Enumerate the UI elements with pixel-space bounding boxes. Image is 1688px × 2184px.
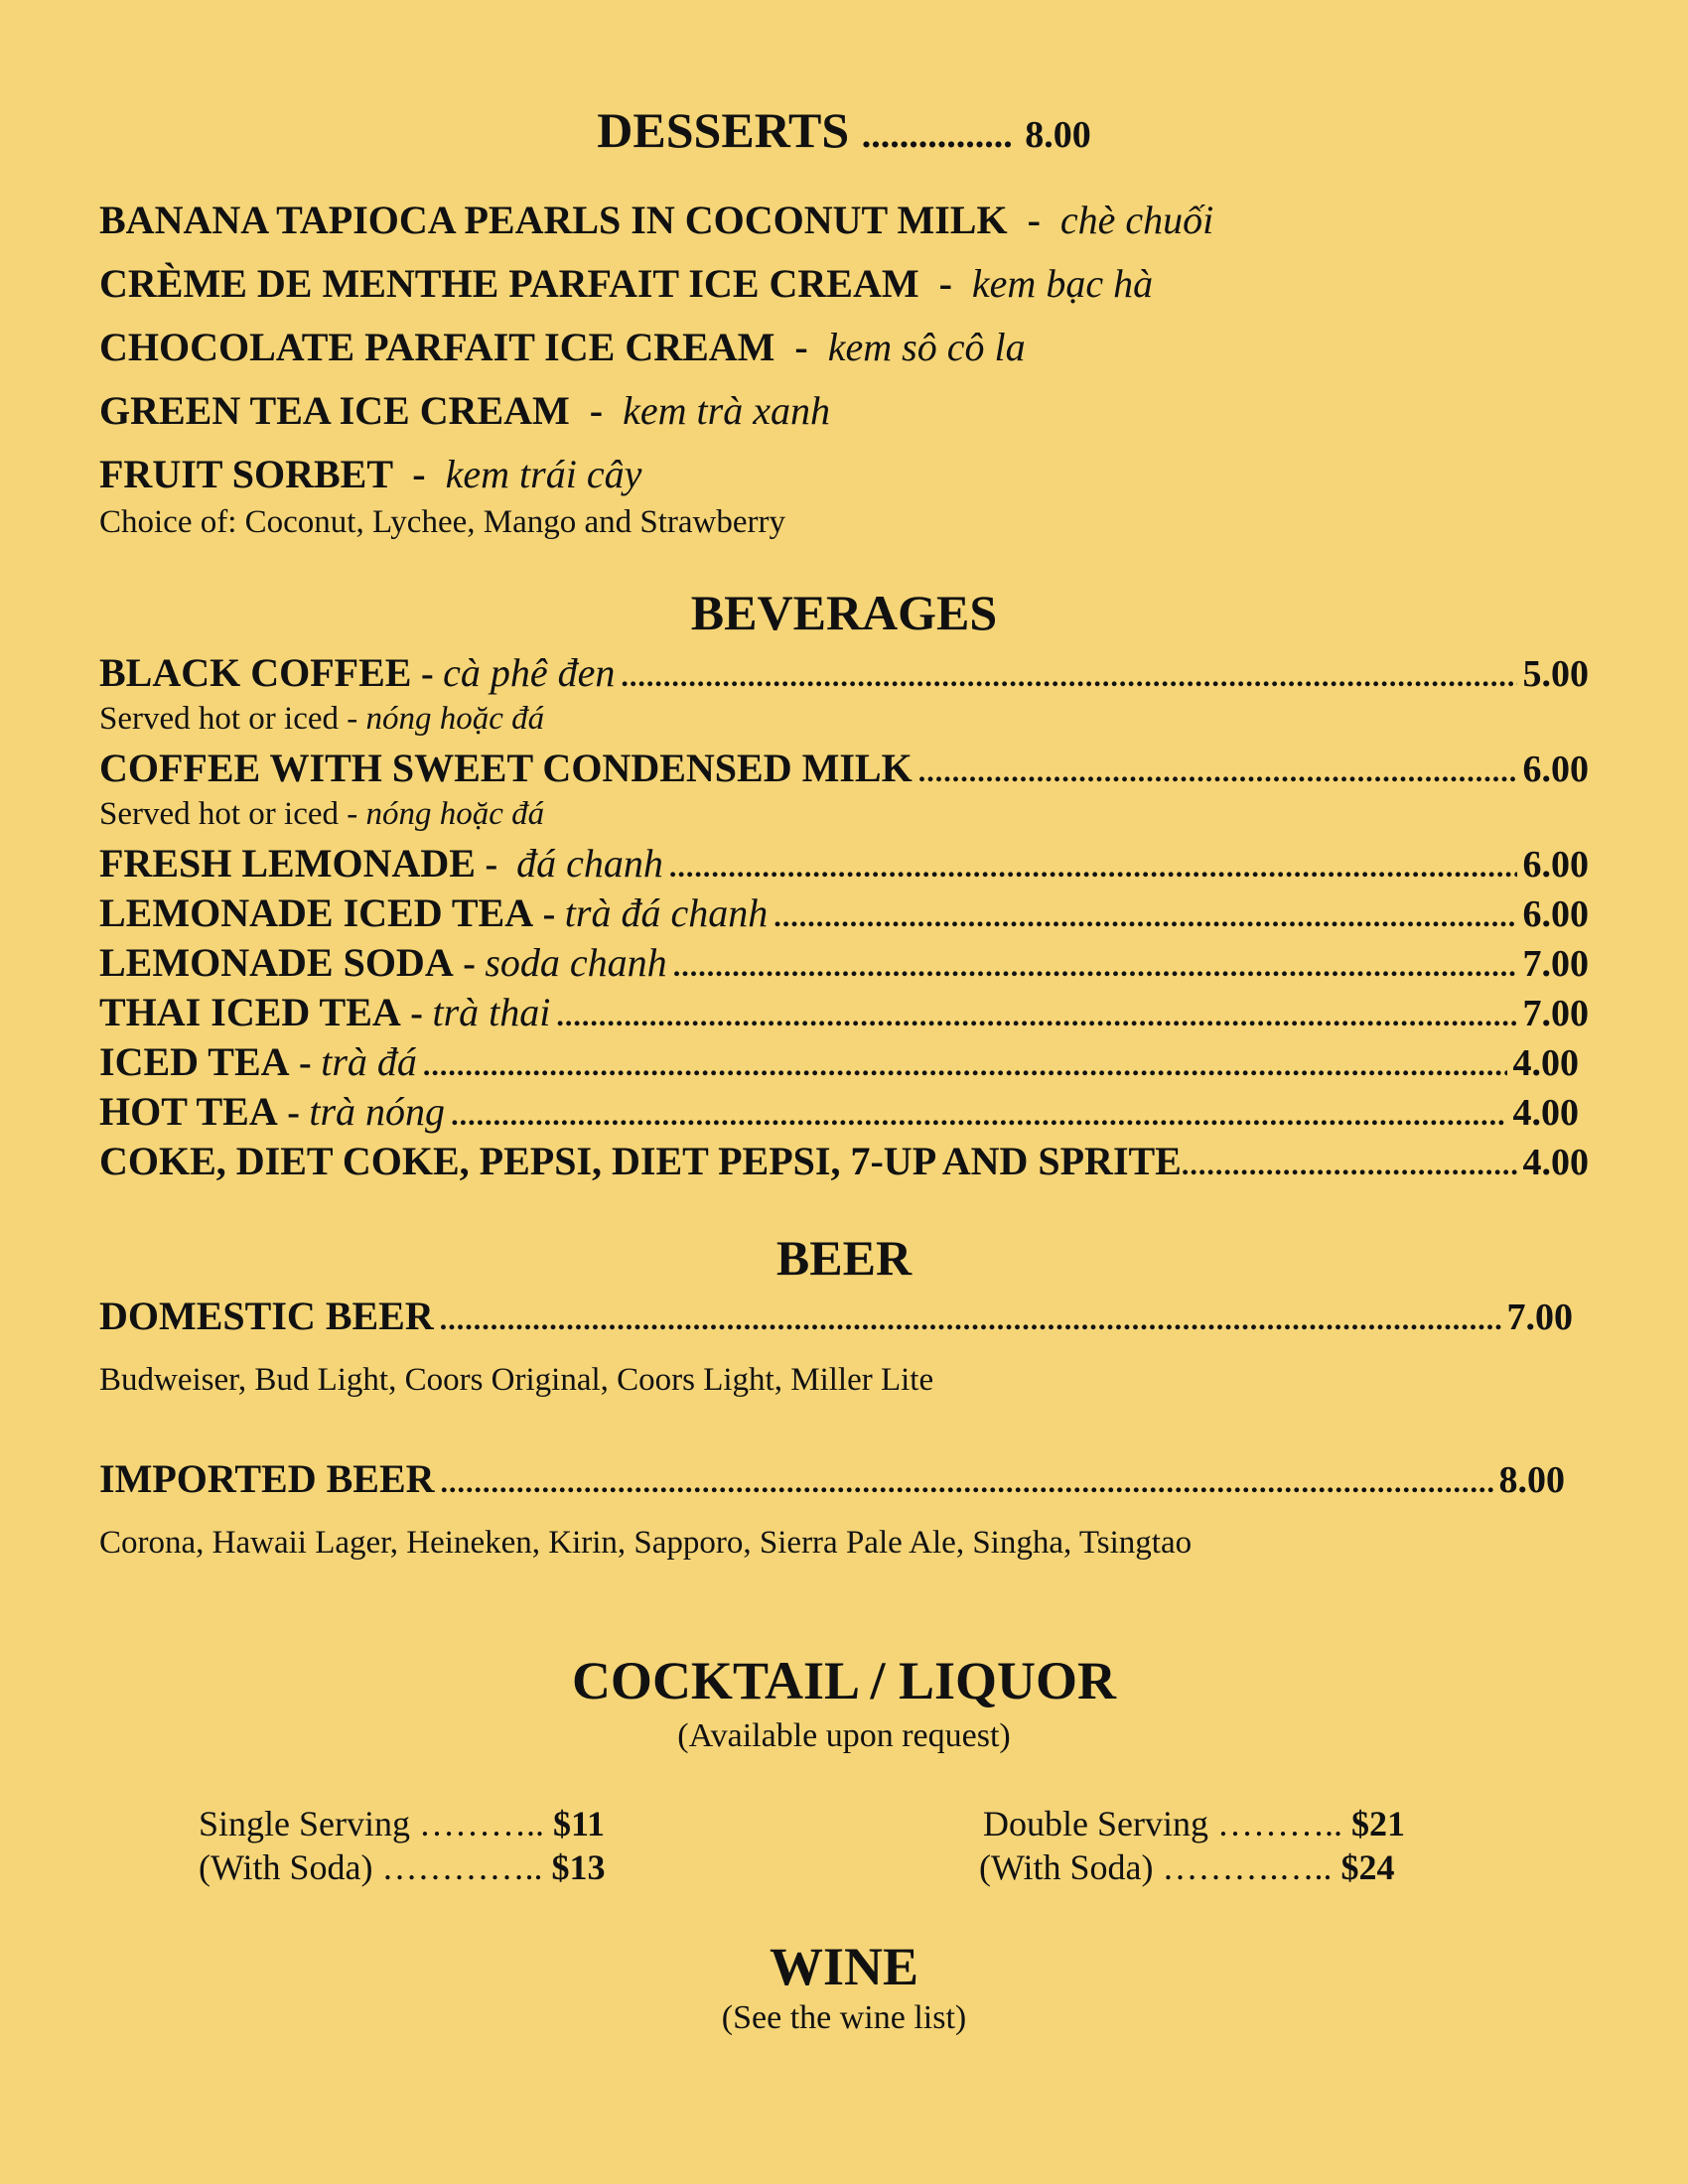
beverage-name: HOT TEA bbox=[99, 1089, 278, 1134]
beverage-name: THAI ICED TEA bbox=[99, 990, 401, 1034]
beverage-price: 6.00 bbox=[1522, 844, 1589, 886]
dessert-viet: kem trái cây bbox=[445, 452, 642, 496]
beverage-price: 6.00 bbox=[1522, 893, 1589, 935]
dessert-item: CRÈME DE MENTHE PARFAIT ICE CREAM - kem bạc hà bbox=[99, 261, 1154, 306]
beverage-price: 4.00 bbox=[1512, 1092, 1579, 1134]
sorbet-choices: Choice of: Coconut, Lychee, Mango and Strawberry bbox=[99, 504, 785, 540]
beverage-name: ICED TEA bbox=[99, 1039, 290, 1084]
dessert-item: BANANA TAPIOCA PEARLS IN COCONUT MILK - chè chuối bbox=[99, 198, 1214, 242]
cocktail-subtitle: (Available upon request) bbox=[677, 1717, 1011, 1754]
dessert-name: GREEN TEA ICE CREAM bbox=[99, 388, 570, 433]
beverage-row: HOT TEA - trà nóng ..... 4.00 bbox=[99, 1088, 1579, 1135]
double-serving: Double Serving ……….. $21 bbox=[983, 1804, 1405, 1843]
beverage-name: FRESH LEMONADE bbox=[99, 841, 476, 886]
beer-price: 8.00 bbox=[1498, 1459, 1565, 1501]
beverage-viet: cà phê đen bbox=[443, 650, 616, 695]
dessert-name: CHOCOLATE PARFAIT ICE CREAM bbox=[99, 325, 775, 369]
beverage-row: LEMONADE SODA - soda chanh ..... 7.00 bbox=[99, 939, 1589, 986]
beverage-name: COKE, DIET COKE, PEPSI, DIET PEPSI, 7-UP AND SPRITE bbox=[99, 1139, 1182, 1183]
beverage-name: LEMONADE ICED TEA bbox=[99, 890, 534, 935]
beverage-price: 4.00 bbox=[1522, 1142, 1589, 1183]
beer-name: DOMESTIC BEER bbox=[99, 1294, 434, 1338]
dessert-viet: kem bạc hà bbox=[971, 261, 1154, 306]
dessert-item: GREEN TEA ICE CREAM - kem trà xanh bbox=[99, 388, 830, 433]
served-note: Served hot or iced - nóng hoặc đá bbox=[99, 796, 545, 832]
beer-name: IMPORTED BEER bbox=[99, 1456, 435, 1501]
beverage-viet: đá chanh bbox=[516, 841, 663, 886]
cocktail-title: COCKTAIL / LIQUOR bbox=[571, 1651, 1117, 1710]
domestic-beer-list: Budweiser, Bud Light, Coors Original, Coors Light, Miller Lite bbox=[99, 1362, 934, 1398]
beverage-row bbox=[99, 1138, 1589, 1184]
beverage-price: 7.00 bbox=[1522, 943, 1589, 985]
beverage-price: 5.00 bbox=[1522, 653, 1589, 695]
beverage-price: 7.00 bbox=[1522, 993, 1589, 1034]
beverage-name: COFFEE WITH SWEET CONDENSED MILK bbox=[99, 746, 913, 790]
desserts-title: DESSERTS bbox=[597, 102, 850, 158]
desserts-price: 8.00 bbox=[1025, 114, 1091, 156]
dessert-viet: kem sô cô la bbox=[827, 325, 1026, 369]
beverage-row: THAI ICED TEA - trà thai ..... 7.00 bbox=[99, 989, 1589, 1035]
beverage-price: 4.00 bbox=[1512, 1042, 1579, 1084]
beverage-viet: trà nóng bbox=[309, 1089, 446, 1134]
beverage-row: LEMONADE ICED TEA - trà đá chanh ..... 6.00 bbox=[99, 889, 1589, 936]
beverage-row: BLACK COFFEE - cà phê đen ..... 5.00 bbox=[99, 649, 1589, 696]
beverage-row bbox=[99, 745, 1589, 791]
dessert-name: FRUIT SORBET bbox=[99, 452, 393, 496]
single-serving: Single Serving ……….. $11 bbox=[199, 1804, 606, 1843]
beverage-viet: trà đá chanh bbox=[564, 890, 769, 935]
served-note: Served hot or iced - nóng hoặc đá bbox=[99, 701, 545, 737]
beer-title: BEER bbox=[775, 1230, 913, 1286]
beverage-viet: soda chanh bbox=[485, 940, 667, 985]
beer-row-domestic bbox=[99, 1293, 1573, 1339]
single-serving-soda: (With Soda) ………….. $13 bbox=[199, 1847, 606, 1887]
dessert-name: BANANA TAPIOCA PEARLS IN COCONUT MILK bbox=[99, 198, 1008, 242]
beverage-row: ICED TEA - trà đá ..... 4.00 bbox=[99, 1038, 1579, 1085]
dessert-item: CHOCOLATE PARFAIT ICE CREAM - kem sô cô la bbox=[99, 325, 1026, 369]
imported-beer-list: Corona, Hawaii Lager, Heineken, Kirin, Sapporo, Sierra Pale Ale, Singha, Tsingtao bbox=[99, 1525, 1193, 1561]
wine-title: WINE bbox=[769, 1937, 919, 1996]
beverage-price: 6.00 bbox=[1522, 749, 1589, 790]
desserts-leader: ................ bbox=[861, 114, 1013, 156]
wine-subtitle: (See the wine list) bbox=[721, 1999, 967, 2036]
beer-price: 7.00 bbox=[1506, 1297, 1573, 1338]
double-serving-soda: (With Soda) ……….….. $24 bbox=[979, 1847, 1395, 1887]
dessert-viet: chè chuối bbox=[1059, 198, 1214, 242]
dessert-name: CRÈME DE MENTHE PARFAIT ICE CREAM bbox=[99, 261, 919, 306]
dessert-item: FRUIT SORBET - kem trái cây bbox=[99, 452, 642, 496]
beverages-title: BEVERAGES bbox=[690, 585, 998, 640]
desserts-heading bbox=[0, 101, 1688, 159]
dessert-viet: kem trà xanh bbox=[623, 388, 830, 433]
beer-row-imported bbox=[99, 1455, 1565, 1502]
beverage-row: FRESH LEMONADE - đá chanh ..... 6.00 bbox=[99, 840, 1589, 887]
beverage-viet: trà thai bbox=[432, 990, 551, 1034]
beverage-viet: trà đá bbox=[321, 1039, 417, 1084]
beverage-name: BLACK COFFEE bbox=[99, 650, 412, 695]
beverage-name: LEMONADE SODA bbox=[99, 940, 454, 985]
